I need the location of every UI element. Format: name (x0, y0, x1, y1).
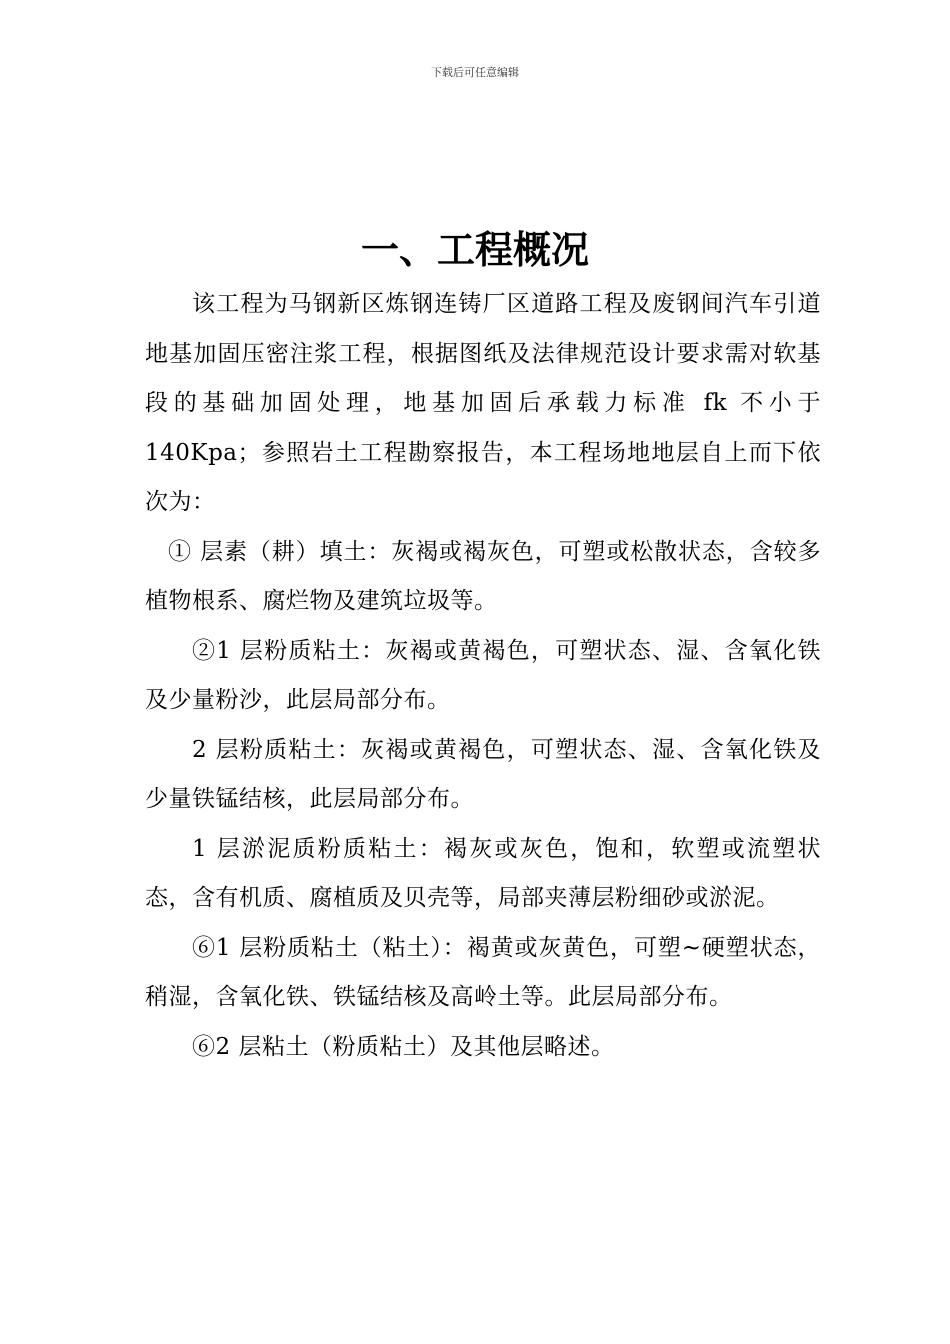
page-header-note: 下载后可任意编辑 (431, 66, 519, 79)
paragraph-overview: 该工程为马钢新区炼钢连铸厂区道路工程及废钢间汽车引道地基加固压密注浆工程，根据图纸及法律规范设计要求需对软基段的基础加固处理，地基加固后承载力标准 fk 不小于 140Kpa；参照岩土工程勘察报告，本工程场地地层自上而下依次为： (145, 291, 821, 515)
paragraph-layer-6-1: ⑥1 层粉质粘土（粘土）：褐黄或灰黄色，可塑~硬塑状态，稍湿，含氧化铁、铁锰结核及高岭土等。此层局部分布。 (145, 934, 821, 1010)
section-title: 一、工程概况 (360, 228, 589, 272)
paragraph-layer-1: ① 层素（耕）填土：灰褐或褐灰色，可塑或松散状态，含较多植物根系、腐烂物及建筑垃圾等。 (145, 538, 821, 614)
paragraph-layer-silt: 1 层淤泥质粉质粘土：褐灰或灰色，饱和，软塑或流塑状态，含有机质、腐植质及贝壳等，局部夹薄层粉细砂或淤泥。 (145, 835, 821, 911)
paragraph-layer-2: 2 层粉质粘土：灰褐或黄褐色，可塑状态、湿、含氧化铁及少量铁锰结核，此层局部分布。 (145, 736, 821, 812)
paragraph-layer-2-1: ②1 层粉质粘土：灰褐或黄褐色，可塑状态、湿、含氧化铁及少量粉沙，此层局部分布。 (145, 637, 821, 713)
paragraph-layer-6-2: ⑥2 层粘土（粉质粘土）及其他层略述。 (192, 1033, 615, 1060)
body-text (145, 280, 821, 1072)
